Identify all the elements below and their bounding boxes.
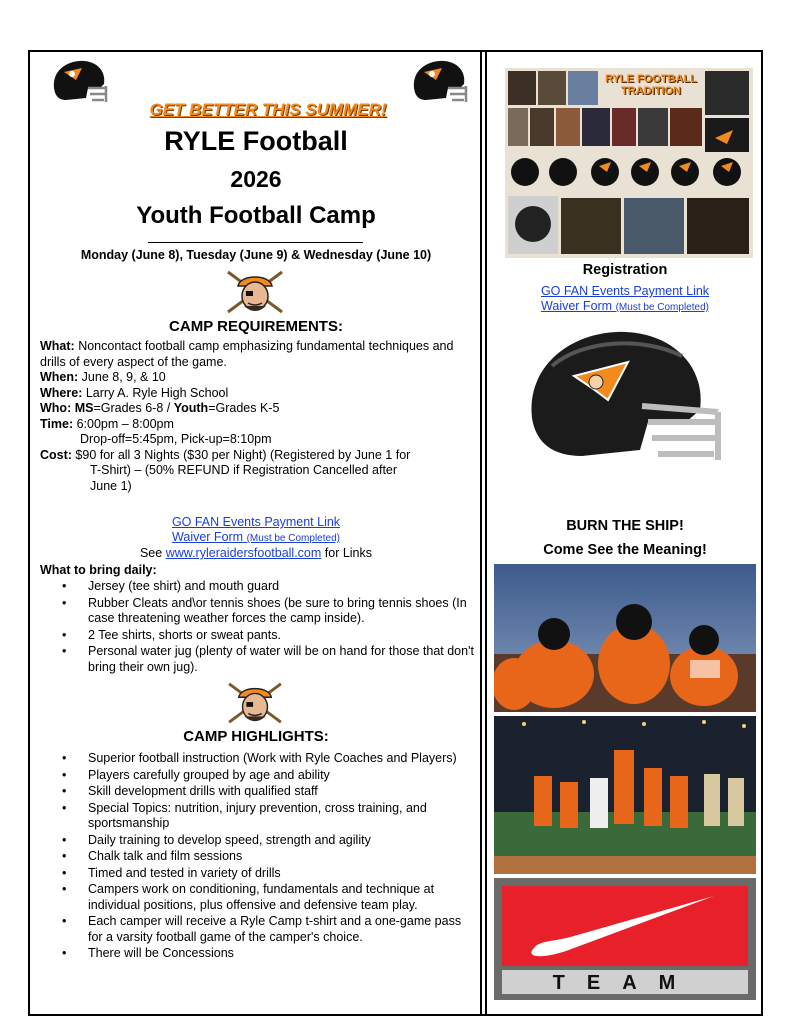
- cost-text: $90 for all 3 Nights ($30 per Night) (Registered by June 1 for: [71, 447, 411, 462]
- team-photo-2: [494, 716, 756, 874]
- bullet-icon: •: [62, 579, 67, 593]
- what-text: Noncontact football camp emphasizing fundamental techniques and drills of every aspect of the game.: [40, 339, 454, 369]
- bring-item-text: Jersey (tee shirt) and mouth guard: [88, 579, 280, 593]
- who-ms: MS: [71, 401, 94, 415]
- bullet-icon: •: [62, 784, 67, 798]
- bullet-icon: •: [62, 800, 67, 815]
- what-label: What:: [40, 339, 75, 353]
- when-label: When:: [40, 370, 79, 384]
- highlight-item: [38, 882, 474, 913]
- payment-link[interactable]: GO FAN Events Payment Link: [171, 515, 341, 529]
- team-logo-text: TEAM: [552, 972, 698, 994]
- bring-item-text: 2 Tee shirts, shorts or sweat pants.: [88, 627, 281, 642]
- bring-item: [38, 579, 474, 595]
- waiver-note[interactable]: (Must be Completed): [246, 533, 340, 544]
- flyer-main-column: [38, 56, 474, 1011]
- title-camp: Youth Football Camp: [136, 202, 376, 229]
- highlight-item-text: Superior football instruction (Work with Ryle Coaches and Players): [88, 751, 457, 765]
- see-text: See: [139, 546, 166, 560]
- bullet-icon: •: [62, 882, 67, 896]
- highlight-item-text: Daily training to develop speed, strength and agility: [88, 832, 371, 847]
- where-text: Larry A. Ryle High School: [82, 385, 229, 400]
- pirate-mascot-icon: [224, 680, 286, 726]
- bullet-icon: •: [62, 832, 67, 847]
- registration-links: [492, 284, 758, 315]
- who-label: Who:: [40, 401, 72, 415]
- when-text: June 8, 9, & 10: [78, 370, 166, 384]
- highlight-item: [38, 946, 474, 962]
- bring-list: [38, 579, 474, 676]
- bring-item: [38, 644, 474, 675]
- title-year: 2026: [230, 166, 282, 192]
- highlight-item: [38, 914, 474, 945]
- bring-item: [38, 596, 474, 627]
- cost-label: Cost:: [40, 447, 72, 462]
- tagline: GET BETTER THIS SUMMER!: [149, 100, 387, 119]
- sidebar-waiver-text[interactable]: Waiver Form: [541, 299, 613, 313]
- collage-title: RYLE FOOTBALL TRADITION: [605, 73, 697, 97]
- sidebar-waiver-note[interactable]: (Must be Completed): [615, 302, 709, 313]
- time-dropoff: Drop-off=5:45pm, Pick-up=8:10pm: [80, 432, 272, 446]
- camp-dates: Monday (June 8), Tuesday (June 9) & Wednesday (June 10): [80, 248, 432, 262]
- title-school: RYLE Football: [164, 126, 348, 156]
- bring-heading: What to bring daily:: [40, 563, 157, 577]
- highlight-item-text: There will be Concessions: [88, 946, 234, 960]
- burn-line-2: Come See the Meaning!: [543, 542, 707, 558]
- helmet-icon-right: [408, 58, 470, 106]
- bring-item-text: Personal water jug (plenty of water will be on hand for those that don't bring their own jug).: [88, 644, 474, 674]
- cost-text-2: T-Shirt) – (50% REFUND if Registration Cancelled after: [90, 463, 398, 477]
- registration-heading: Registration: [582, 262, 668, 278]
- sidebar-waiver-link[interactable]: [541, 299, 709, 313]
- see-suffix: for Links: [321, 546, 373, 560]
- bullet-icon: •: [62, 595, 67, 610]
- highlight-item: [38, 849, 474, 865]
- time-text: 6:00pm – 8:00pm: [73, 416, 174, 431]
- cost-text-3: June 1): [90, 478, 132, 493]
- highlight-item-text: Campers work on conditioning, fundamentals and technique at individual positions, plus offensive and defensive team play.: [88, 882, 435, 912]
- highlight-item-text: Chalk talk and film sessions: [88, 849, 243, 863]
- bullet-icon: •: [62, 644, 67, 658]
- highlight-item-text: Special Topics: nutrition, injury prevention, cross training, and sportsmanship: [88, 800, 427, 830]
- bullet-icon: •: [62, 865, 67, 880]
- highlight-item: [38, 801, 474, 832]
- waiver-link[interactable]: [172, 530, 340, 544]
- time-label: Time:: [40, 416, 74, 431]
- bullet-icon: •: [62, 914, 67, 928]
- highlight-item: [38, 784, 474, 800]
- highlight-item-text: Each camper will receive a Ryle Camp t-shirt and a one-game pass for a varsity football game of the camper's choice.: [88, 914, 462, 944]
- bring-item-text: Rubber Cleats and\or tennis shoes (be sure to bring tennis shoes (In case threatening weather forces the camp inside).: [88, 595, 467, 625]
- helmet-icon-left: [48, 58, 110, 106]
- who-youth-text: =Grades K-5: [208, 401, 280, 415]
- bring-item: [38, 628, 474, 644]
- title-rule: [148, 242, 363, 243]
- sidebar-column: [492, 56, 758, 1011]
- nike-team-logo-image: [494, 878, 756, 1000]
- website-link[interactable]: www.ryleraidersfootball.com: [165, 546, 322, 560]
- highlight-item: [38, 866, 474, 882]
- waiver-link-text[interactable]: Waiver Form: [172, 530, 244, 544]
- requirements-heading: CAMP REQUIREMENTS:: [169, 318, 343, 335]
- highlight-item-text: Timed and tested in variety of drills: [88, 865, 281, 880]
- highlight-item: [38, 751, 474, 767]
- burn-the-ship-text: [492, 514, 758, 562]
- burn-line-1: BURN THE SHIP!: [566, 518, 684, 534]
- camp-details: [40, 339, 474, 494]
- highlights-list: [38, 751, 474, 963]
- bullet-icon: •: [62, 849, 67, 863]
- bullet-icon: •: [62, 767, 67, 782]
- tradition-collage: [505, 68, 753, 258]
- who-youth: Youth: [173, 401, 209, 415]
- pirate-mascot-icon: [224, 268, 286, 316]
- highlight-item: [38, 833, 474, 849]
- sidebar-payment-link[interactable]: GO FAN Events Payment Link: [540, 284, 710, 298]
- highlights-heading: CAMP HIGHLIGHTS:: [183, 728, 329, 745]
- helmet-icon-large: [522, 326, 722, 476]
- column-divider: [480, 50, 487, 1016]
- team-photo-1: [494, 564, 756, 712]
- bullet-icon: •: [62, 751, 67, 765]
- links-block: [38, 515, 474, 561]
- highlight-item: [38, 768, 474, 784]
- highlight-item-text: Skill development drills with qualified staff: [88, 784, 318, 798]
- highlight-item-text: Players carefully grouped by age and ability: [88, 767, 330, 782]
- bullet-icon: •: [62, 627, 67, 642]
- bullet-icon: •: [62, 946, 67, 960]
- who-ms-text: =Grades 6-8 /: [93, 401, 174, 415]
- where-label: Where:: [40, 385, 83, 400]
